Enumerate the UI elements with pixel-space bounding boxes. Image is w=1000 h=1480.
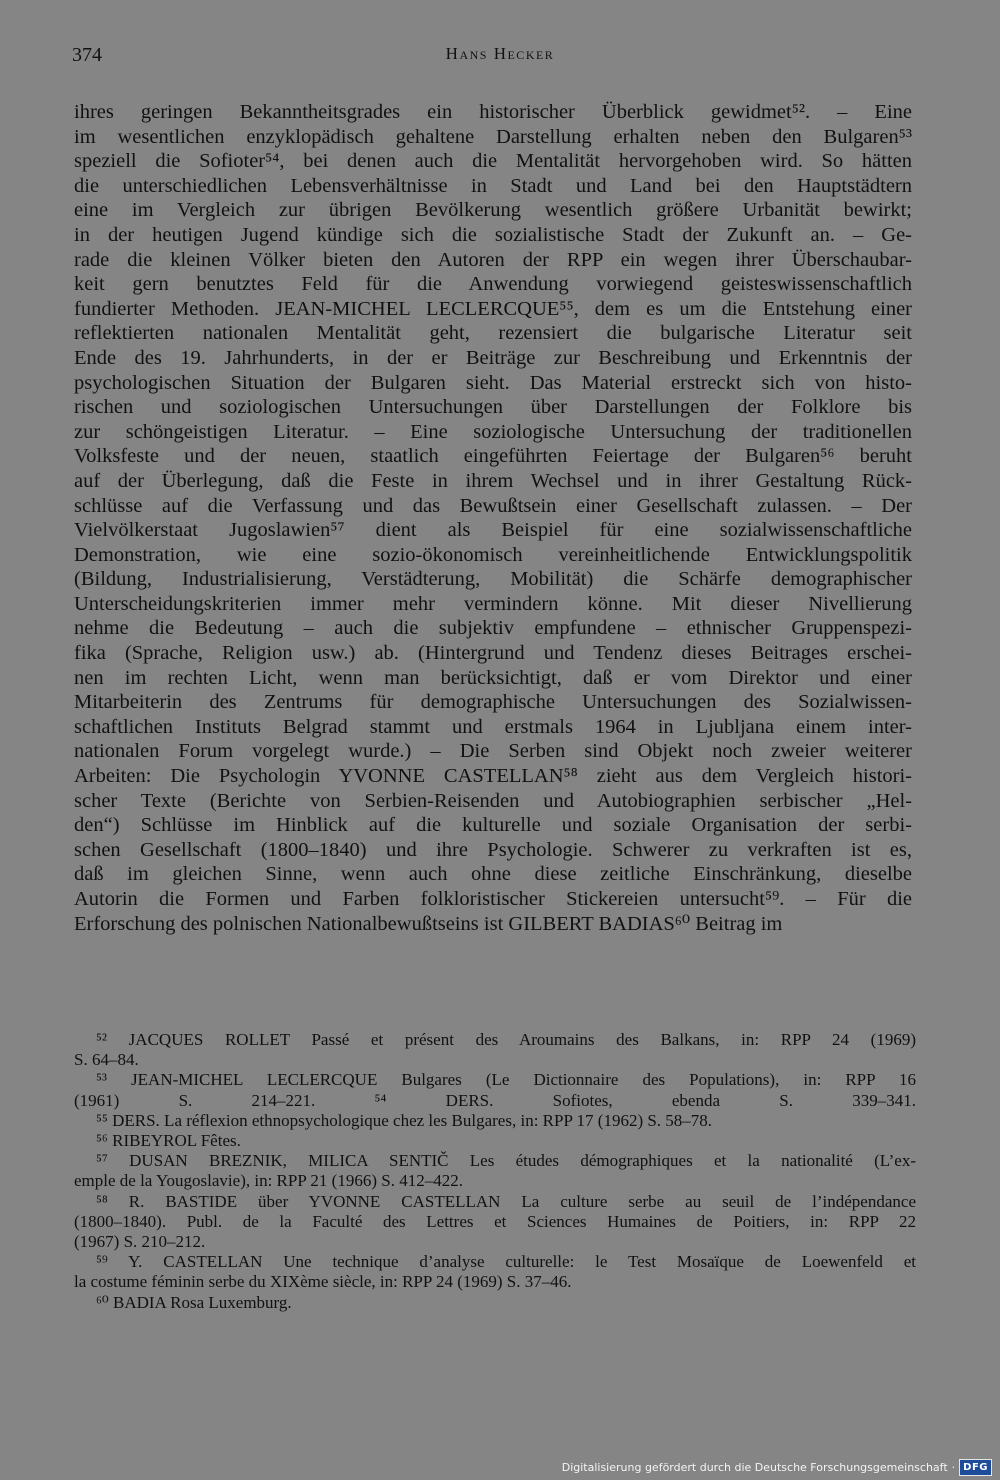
body-line: ihres geringen Bekanntheitsgrades ein historischer Überblick gewidmet⁵². – Eine [74,101,912,123]
body-line: nationalen Forum vorgelegt wurde.) – Die Serben sind Objekt noch zweier weiterer [74,740,912,763]
body-line: zur schöngeistigen Literatur. – Eine soziologische Untersuchung der traditionellen [74,420,912,443]
body-line: reflektierten nationalen Mentalität geht, rezensiert die bulgarische Literatur seit [74,322,912,345]
footnote-line: la costume féminin serbe du XIXème siècle, in: RPP 24 (1969) S. 37–46. [74,1272,572,1292]
body-line: keit gern benutztes Feld für die Anwendung vorwiegend geisteswissenschaftlich [74,273,912,296]
footnote-line: ⁵² JACQUES ROLLET Passé et présent des Aroumains des Balkans, in: RPP 24 (1969) [96,1030,916,1049]
footnote-line: ⁵⁶ RIBEYROL Fêtes. [96,1131,241,1151]
body-line: die unterschiedlichen Lebensverhältnisse in Stadt und Land bei den Hauptstädtern [74,174,912,197]
footnotes [74,1030,916,1313]
body-line: im wesentlichen enzyklopädisch gehaltene Darstellung erhalten neben den Bulgaren⁵³ [74,125,912,148]
footnote-line: ⁵³ JEAN-MICHEL LECLERCQUE Bulgares (Le Dictionnaire des Populations), in: RPP 16 [96,1070,916,1090]
body-line: auf der Überlegung, daß die Feste in ihrem Wechsel und in ihrer Gestaltung Rück- [74,469,912,492]
body-line: Autorin die Formen und Farben folkloristischer Stickereien untersucht⁵⁹. – Für die [74,888,912,910]
separator: · [951,1460,956,1474]
body-line: (Bildung, Industrialisierung, Verstädterung, Mobilität) die Schärfe demographischer [74,568,912,591]
body-line: scher Texte (Berichte von Serbien-Reisenden und Autobiographien serbischer „Hel- [74,789,912,812]
body-line: Vielvölkerstaat Jugoslawien⁵⁷ dient als Beispiel für eine sozialwissenschaftliche [74,519,912,542]
body-line: in der heutigen Jugend kündige sich die sozialistische Stadt der Zukunft an. – Ge- [74,223,912,246]
body-line: Demonstration, wie eine sozio-ökonomisch vereinheitlichende Entwicklungspolitik [74,543,912,566]
body-line: Mitarbeiterin des Zentrums für demographische Untersuchungen des Sozialwissen- [74,691,912,714]
body-line: Ende des 19. Jahrhunderts, in der er Beiträge zur Beschreibung und Erkenntnis der [74,346,912,369]
footnote-line: S. 64–84. [74,1050,139,1070]
body-line: schen Gesellschaft (1800–1840) und ihre Psychologie. Schwerer zu verkraften ist es, [74,838,912,861]
dfg-logo: DFG [959,1459,992,1476]
digitization-footer [562,1456,992,1478]
body-line: nen im rechten Licht, wenn man berücksichtigt, daß er vom Direktor und einer [74,666,912,689]
footnote-line: emple de la Yougoslavie), in: RPP 21 (1966) S. 412–422. [74,1171,463,1191]
footnote-line: ⁵⁸ R. BASTIDE über YVONNE CASTELLAN La culture serbe au seuil de l’indépendance [96,1191,916,1211]
footer-text: Digitalisierung gefördert durch die Deutsche Forschungsgemeinschaft [561,1460,948,1474]
body-line: schlüsse auf die Verfassung und das Bewußtsein einer Gesellschaft zulassen. – Der [74,494,912,517]
body-line: rischen und soziologischen Untersuchungen über Darstellungen der Folklore bis [74,396,912,419]
footnote-line: (1800–1840). Publ. de la Faculté des Lettres et Sciences Humaines de Poitiers, in: RPP 22 [74,1211,916,1231]
body-line: Volksfeste und der neuen, staatlich eingeführten Feiertage der Bulgaren⁵⁶ beruht [74,445,912,468]
body-line: fundierter Methoden. JEAN-MICHEL LECLERCQUE⁵⁵, dem es um die Entstehung einer [74,297,912,320]
body-line: schaftlichen Instituts Belgrad stammt und erstmals 1964 in Ljubljana einem inter- [74,715,912,738]
body-line: daß im gleichen Sinne, wenn auch ohne diese zeitliche Einschränkung, dieselbe [74,863,912,886]
running-head: Hans Hecker [445,44,555,63]
footnote-line: ⁵⁹ Y. CASTELLAN Une technique d’analyse culturelle: le Test Mosaïque de Loewenfeld et [96,1252,916,1272]
footnote-line: ⁵⁵ DERS. La réflexion ethnopsychologique chez les Bulgares, in: RPP 17 (1962) S. 58–78. [96,1110,713,1130]
page-number: 374 [72,44,102,66]
footnote-line: (1961) S. 214–221. ⁵⁴ DERS. Sofiotes, ebenda S. 339–341. [74,1090,916,1110]
body-line: den“) Schlüsse im Hinblick auf die kulturelle und soziale Organisation der serbi- [74,814,912,837]
footnote-line: ⁶⁰ BADIA Rosa Luxemburg. [96,1292,292,1312]
body-line: fika (Sprache, Religion usw.) ab. (Hintergrund und Tendenz dieses Beitrages erschei- [74,642,912,665]
body-line: eine im Vergleich zur übrigen Bevölkerung wesentlich größere Urbanität bewirkt; [74,199,912,222]
footnote-line: (1967) S. 210–212. [74,1232,206,1252]
body-line: Arbeiten: Die Psychologin YVONNE CASTELLAN⁵⁸ zieht aus dem Vergleich histori- [74,765,912,788]
body-line: Erforschung des polnischen Nationalbewußtseins ist GILBERT BADIAS⁶⁰ Beitrag im [74,912,783,935]
footnote-line: ⁵⁷ DUSAN BREZNIK, MILICA SENTIČ Les études démographiques et la nationalité (L’ex- [96,1151,916,1171]
page-header [72,44,928,74]
body-line: nehme die Bedeutung – auch die subjektiv empfundene – ethnischer Gruppenspezi- [74,617,912,640]
body-line: psychologischen Situation der Bulgaren sieht. Das Material erstreckt sich von histo- [74,371,912,394]
body-line: Unterscheidungskriterien immer mehr vermindern könne. Mit dieser Nivellierung [74,592,912,615]
body-text [74,100,912,936]
body-line: speziell die Sofioter⁵⁴, bei denen auch die Mentalität hervorgehoben wird. So hätten [74,150,912,173]
body-line: rade die kleinen Völker bieten den Autoren der RPP ein wegen ihrer Überschaubar- [74,248,912,271]
